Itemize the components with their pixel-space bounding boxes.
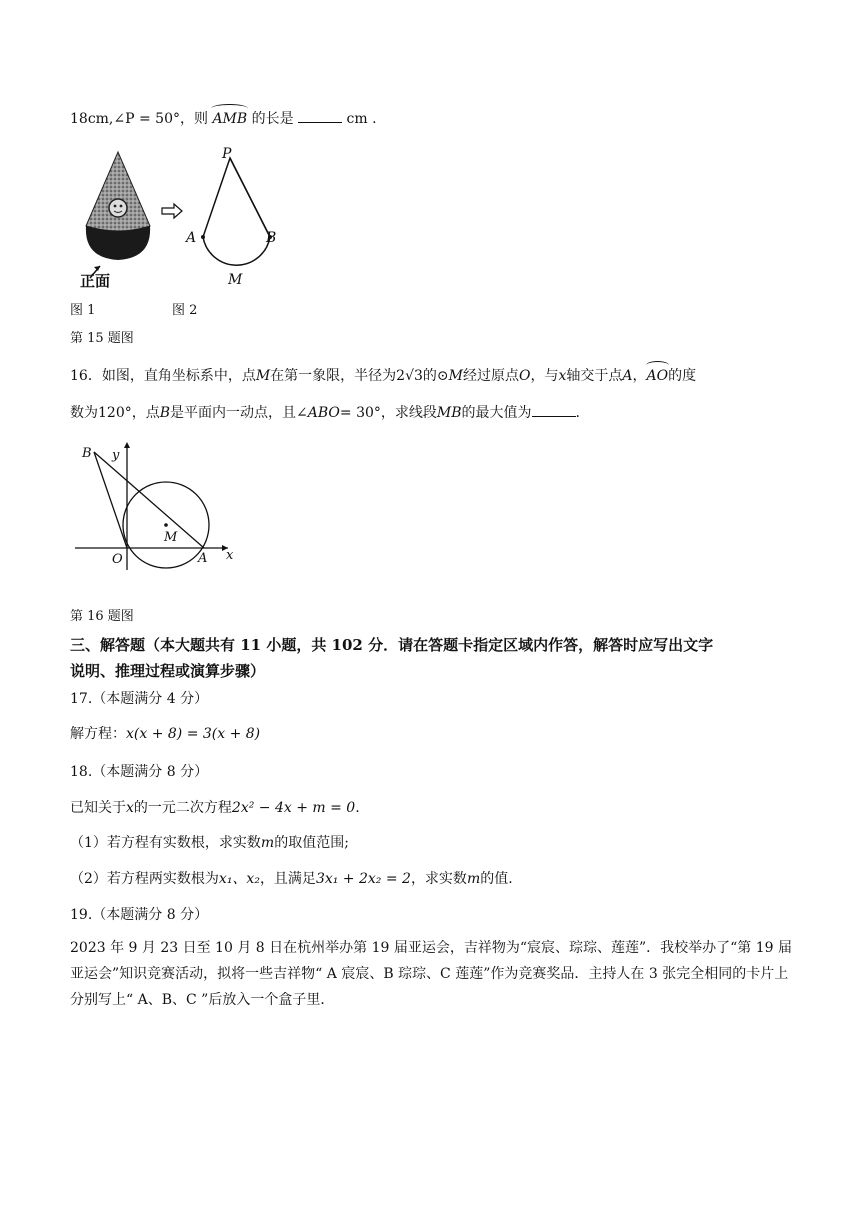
fig2-label-m: M — [228, 272, 243, 288]
q15-answer-blank — [298, 108, 342, 123]
fig16-label-y: y — [112, 448, 120, 463]
fig2-label-a: A — [186, 230, 197, 246]
section-3-heading-line-1: 三、解答题（本大题共有 11 小题，共 102 分．请在答题卡指定区域内作答，解答时应写出文字 — [70, 636, 714, 654]
fig16-label-x: x — [226, 548, 234, 563]
q18-intro: 已知关于x的一元二次方程2x² − 4x + m = 0. — [70, 800, 360, 816]
q17-equation: x(x + 8) = 3(x + 8) — [126, 726, 261, 742]
q18-header: 18.（本题满分 8 分） — [70, 764, 209, 780]
q19-text: 2023 年 9 月 23 日至 10 月 8 日在杭州举办第 19 届亚运会，吉祥物为“宸宸、琮琮、莲莲”．我校举办了“第 19 届亚运会”知识竞赛活动，拟将一些吉祥物“ A 宸宸、B 琮琮、C 莲莲”作为竞赛奖品．主持人在 3 张完全相同的卡片上分别写上“ A、B、C ”后放入一个盒子里． — [70, 940, 793, 1008]
fig16-label-m: M — [164, 530, 178, 545]
arc-amb: AMB — [212, 111, 248, 127]
q19-header: 19.（本题满分 8 分） — [70, 907, 209, 923]
q15-text-line: 18cm,∠P = 50°，则 AMB 的长是 cm . — [70, 108, 377, 129]
q15-figure-1-cone — [70, 150, 190, 290]
fig2-label-p: P — [222, 146, 232, 162]
q16-line-1: 16．如图，直角坐标系中，点M在第一象限，半径为2√3的⊙M经过原点O，与x轴交于点A，AO的度 — [70, 368, 697, 384]
q17-equation-line: 解方程：x(x + 8) = 3(x + 8) — [70, 726, 261, 742]
fig16-label-a: A — [198, 551, 208, 566]
q17-header: 17.（本题满分 4 分） — [70, 691, 209, 707]
fig2-label-b: B — [266, 230, 277, 246]
q18-part-1: （1）若方程有实数根，求实数m的取值范围; — [70, 835, 349, 851]
q16-line-2: 数为120°，点B是平面内一动点，且∠ABO= 30°，求线段MB的最大值为 . — [70, 402, 580, 423]
q16-caption: 第 16 题图 — [70, 609, 134, 624]
fig16-label-o: O — [112, 552, 123, 567]
fig1-caption: 图 1 — [70, 303, 96, 318]
q18-equation: 2x² − 4x + m = 0 — [231, 800, 356, 816]
front-label: 正面 — [80, 272, 111, 290]
arc-ao: AO — [646, 368, 669, 384]
q15-caption: 第 15 题图 — [70, 331, 134, 346]
section-3-heading-line-2: 说明、推理过程或演算步骤） — [70, 662, 266, 680]
fig16-label-b: B — [82, 446, 92, 461]
q16-answer-blank — [532, 402, 576, 417]
fig2-caption: 图 2 — [172, 303, 198, 318]
q18-part-2: （2）若方程两实数根为x₁、x₂，且满足3x₁ + 2x₂ = 2，求实数m的值. — [70, 871, 513, 887]
q16-figure — [70, 438, 250, 578]
